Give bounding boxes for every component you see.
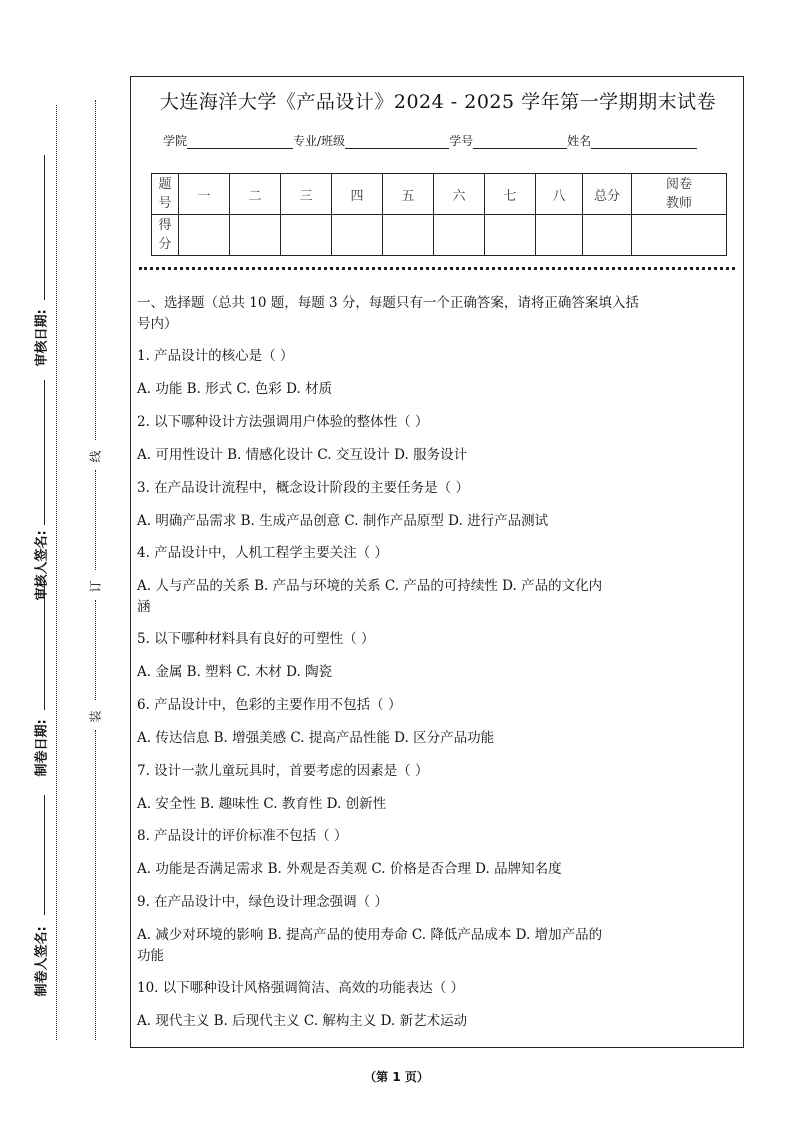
question: 5. 以下哪种材料具有良好的可塑性（ ）	[137, 631, 375, 647]
question: 2. 以下哪种设计方法强调用户体验的整体性（ ）	[137, 414, 429, 430]
name-field[interactable]	[591, 135, 697, 149]
question: 10. 以下哪种设计风格强调简洁、高效的功能表达（ ）	[137, 980, 465, 996]
make-date-label: 制卷日期:	[34, 719, 50, 777]
maker-sign-label: 制卷人签名:	[34, 926, 50, 997]
question: 7. 设计一款儿童玩具时，首要考虑的因素是（ ）	[137, 763, 429, 779]
options: A. 减少对环境的影响 B. 提高产品的使用寿命 C. 降低产品成本 D. 增加产品的	[137, 927, 603, 943]
binding-dotted-line	[95, 470, 96, 570]
binding-dotted-line	[95, 100, 96, 440]
score-cell[interactable]	[536, 215, 583, 256]
score-cell[interactable]	[332, 215, 383, 256]
options-cont: 功能	[137, 948, 164, 964]
question: 4. 产品设计中，人机工程学主要关注（ ）	[137, 545, 388, 561]
col-header: 七	[485, 174, 536, 215]
major-field[interactable]	[345, 135, 449, 149]
options: A. 金属 B. 塑料 C. 木材 D. 陶瓷	[137, 664, 333, 680]
name-label: 姓名	[567, 134, 592, 148]
audit-date-line	[44, 155, 45, 300]
score-row-header: 得 分	[152, 215, 179, 256]
question: 6. 产品设计中，色彩的主要作用不包括（ ）	[137, 697, 402, 713]
reviewer-header: 阅卷 教师	[632, 174, 727, 215]
section-divider	[139, 267, 735, 270]
score-cell[interactable]	[281, 215, 332, 256]
binding-mark-bind: 装	[88, 710, 103, 723]
binding-dotted-line	[95, 600, 96, 700]
major-label: 专业/班级	[293, 134, 346, 148]
col-header-total: 总分	[583, 174, 632, 215]
options: A. 明确产品需求 B. 生成产品创意 C. 制作产品原型 D. 进行产品测试	[137, 513, 549, 529]
left-dotted-line	[56, 105, 57, 1040]
student-info-row	[163, 132, 697, 149]
student-id-field[interactable]	[473, 135, 567, 149]
options: A. 安全性 B. 趣味性 C. 教育性 D. 创新性	[137, 796, 387, 812]
options: A. 功能 B. 形式 C. 色彩 D. 材质	[137, 381, 333, 397]
auditor-sign-label: 审核人签名:	[34, 530, 50, 601]
score-cell[interactable]	[230, 215, 281, 256]
col-header: 六	[434, 174, 485, 215]
question: 8. 产品设计的评价标准不包括（ ）	[137, 828, 348, 844]
options: A. 可用性设计 B. 情感化设计 C. 交互设计 D. 服务设计	[137, 447, 468, 463]
section-heading-cont: 号内）	[137, 316, 178, 332]
score-cell-total[interactable]	[583, 215, 632, 256]
student-id-label: 学号	[449, 134, 474, 148]
col-header: 一	[179, 174, 230, 215]
col-header: 五	[383, 174, 434, 215]
exam-frame	[130, 76, 744, 1048]
score-cell[interactable]	[485, 215, 536, 256]
col-header: 三	[281, 174, 332, 215]
question: 3. 在产品设计流程中，概念设计阶段的主要任务是（ ）	[137, 480, 469, 496]
page-number: （第 1 页）	[364, 1070, 429, 1084]
reviewer-cell[interactable]	[632, 215, 727, 256]
options: A. 传达信息 B. 增强美感 C. 提高产品性能 D. 区分产品功能	[137, 730, 495, 746]
options: A. 功能是否满足需求 B. 外观是否美观 C. 价格是否合理 D. 品牌知名度	[137, 861, 562, 877]
score-cell[interactable]	[383, 215, 434, 256]
score-cell[interactable]	[179, 215, 230, 256]
binding-mark-line: 线	[88, 450, 103, 463]
section-heading: 一、选择题（总共 10 题，每题 3 分，每题只有一个正确答案，请将正确答案填入括	[137, 295, 639, 311]
maker-sign-line	[44, 795, 45, 915]
col-header: 四	[332, 174, 383, 215]
score-table	[151, 173, 727, 256]
auditor-sign-line	[44, 380, 45, 525]
col-header: 八	[536, 174, 583, 215]
options: A. 现代主义 B. 后现代主义 C. 解构主义 D. 新艺术运动	[137, 1013, 468, 1029]
college-field[interactable]	[187, 135, 293, 149]
score-cell[interactable]	[434, 215, 485, 256]
college-label: 学院	[163, 134, 188, 148]
question-no-header: 题 号	[152, 174, 179, 215]
col-header: 二	[230, 174, 281, 215]
binding-dotted-line	[95, 730, 96, 1040]
question: 9. 在产品设计中，绿色设计理念强调（ ）	[137, 894, 388, 910]
binding-mark-order: 订	[88, 580, 103, 593]
exam-title: 大连海洋大学《产品设计》2024 - 2025 学年第一学期期末试卷	[159, 91, 717, 113]
question: 1. 产品设计的核心是（ ）	[137, 348, 294, 364]
options-cont: 涵	[137, 599, 151, 615]
audit-date-label: 审核日期:	[34, 309, 50, 367]
options: A. 人与产品的关系 B. 产品与环境的关系 C. 产品的可持续性 D. 产品的文化内	[137, 578, 603, 594]
